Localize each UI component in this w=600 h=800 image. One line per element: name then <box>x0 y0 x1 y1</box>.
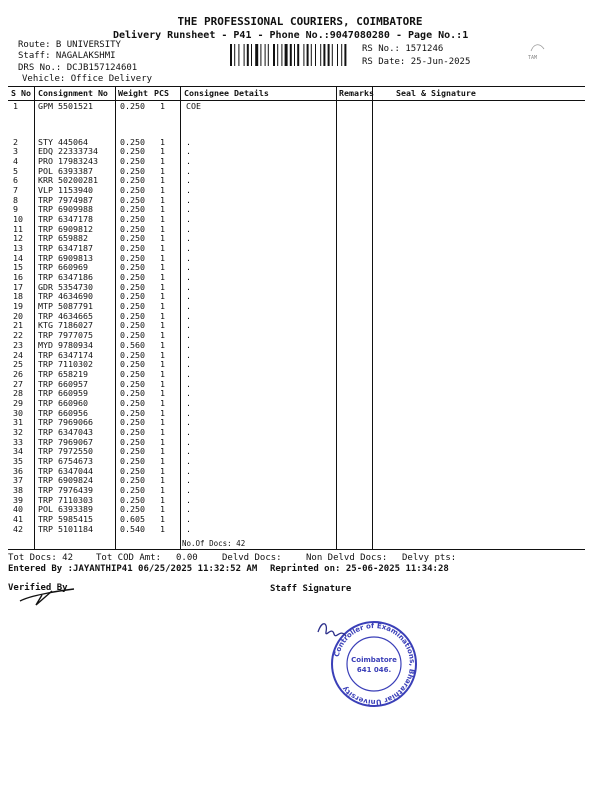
row-sno: 39 <box>13 494 23 505</box>
row-weight: 0.250 <box>120 359 145 370</box>
row-pcs: 1 <box>160 436 165 447</box>
col-header-consignment: Consignment No <box>38 88 108 98</box>
row-pcs: 1 <box>160 272 165 282</box>
row-consignee: . <box>186 233 191 244</box>
reprinted-on: Reprinted on: 25-06-2025 11:34:28 <box>270 564 449 574</box>
row-pcs: 1 <box>160 359 165 370</box>
row-sno: 25 <box>13 359 23 370</box>
row-weight: 0.250 <box>120 101 145 111</box>
row-sno: 34 <box>13 446 23 457</box>
row-weight: 0.250 <box>120 465 145 476</box>
row-sno: 42 <box>13 523 23 534</box>
row-consignee: . <box>186 378 191 389</box>
row-pcs: 1 <box>160 281 165 292</box>
row-weight: 0.250 <box>120 291 145 302</box>
row-weight: 0.540 <box>120 523 145 534</box>
non-delivered-docs: Non Delvd Docs: <box>306 553 388 563</box>
row-weight: 0.250 <box>120 417 145 428</box>
row-sno: 38 <box>13 485 23 495</box>
row-pcs: 1 <box>160 523 165 534</box>
col-header-pcs: PCS <box>154 88 169 98</box>
row-consignment: POL 6393389 <box>38 504 93 515</box>
row-weight: 0.250 <box>120 155 145 166</box>
row-weight: 0.250 <box>120 320 145 331</box>
staff-label: Staff: NAGALAKSHMI <box>18 51 116 61</box>
col-header-seal: Seal & Signature <box>396 88 476 98</box>
row-consignee: . <box>186 301 191 312</box>
row-consignee: . <box>186 339 191 350</box>
row-sno: 37 <box>13 475 23 486</box>
row-sno: 6 <box>13 175 18 186</box>
corner-mark-icon <box>528 40 548 62</box>
row-pcs: 1 <box>160 330 165 341</box>
row-sno: 27 <box>13 378 23 389</box>
row-consignment: TRP 6347187 <box>38 243 93 253</box>
drs-number: DRS No.: DCJB157124601 <box>18 63 138 73</box>
row-consignment: PRO 17983243 <box>38 155 98 166</box>
row-consignee: . <box>186 320 191 331</box>
row-sno: 36 <box>13 465 23 476</box>
row-pcs: 1 <box>160 184 165 195</box>
row-consignee: . <box>186 262 191 273</box>
row-weight: 0.250 <box>120 184 145 195</box>
row-sno: 16 <box>13 272 23 282</box>
row-consignment: TRP 6909813 <box>38 252 93 263</box>
row-consignment: TRP 6347174 <box>38 349 93 360</box>
row-pcs: 1 <box>160 320 165 331</box>
rs-number: RS No.: 1571246 <box>362 44 444 54</box>
row-weight: 0.250 <box>120 146 145 157</box>
row-sno: 29 <box>13 397 23 408</box>
row-sno: 41 <box>13 514 23 524</box>
row-consignment: TRP 4634665 <box>38 310 93 321</box>
row-consignee: . <box>186 475 191 486</box>
row-sno: 2 <box>13 136 18 147</box>
row-consignee: . <box>186 281 191 292</box>
row-pcs: 1 <box>160 310 165 321</box>
row-consignment: TRP 659882 <box>38 233 88 244</box>
row-consignment: TRP 7976439 <box>38 485 93 495</box>
row-consignee: . <box>186 368 191 379</box>
row-sno: 28 <box>13 388 23 399</box>
row-consignee: COE <box>186 101 201 111</box>
row-weight: 0.250 <box>120 388 145 399</box>
row-consignment: TRP 6909824 <box>38 475 93 486</box>
row-consignment: TRP 4634690 <box>38 291 93 302</box>
row-sno: 4 <box>13 155 18 166</box>
row-pcs: 1 <box>160 101 165 111</box>
row-consignee: . <box>186 455 191 466</box>
row-consignment: TRP 6347186 <box>38 272 93 282</box>
row-weight: 0.605 <box>120 514 145 524</box>
row-consignment: TRP 5985415 <box>38 514 93 524</box>
row-pcs: 1 <box>160 213 165 224</box>
row-weight: 0.250 <box>120 475 145 486</box>
row-weight: 0.250 <box>120 368 145 379</box>
row-sno: 35 <box>13 455 23 466</box>
vehicle-label: Vehicle: Office Delivery <box>22 74 153 84</box>
row-pcs: 1 <box>160 194 165 205</box>
no-of-docs: No.Of Docs: 42 <box>182 539 246 548</box>
row-consignee: . <box>186 465 191 476</box>
col-header-sno: S No <box>11 88 31 98</box>
row-weight: 0.250 <box>120 310 145 321</box>
row-consignment: TRP 7977075 <box>38 330 93 341</box>
row-sno: 40 <box>13 504 23 515</box>
row-pcs: 1 <box>160 339 165 350</box>
row-pcs: 1 <box>160 465 165 476</box>
row-consignment: TRP 660959 <box>38 388 88 399</box>
staff-signature-label: Staff Signature <box>270 584 352 594</box>
row-sno: 30 <box>13 407 23 418</box>
delivered-docs: Delvd Docs: <box>222 553 282 563</box>
row-consignee: . <box>186 426 191 437</box>
row-sno: 31 <box>13 417 23 428</box>
row-weight: 0.250 <box>120 281 145 292</box>
row-consignee: . <box>186 213 191 224</box>
col-header-weight: Weight <box>118 88 148 98</box>
row-weight: 0.560 <box>120 339 145 350</box>
row-consignee: . <box>186 184 191 195</box>
row-consignee: . <box>186 514 191 524</box>
row-consignee: . <box>186 407 191 418</box>
row-consignment: STY 445064 <box>38 136 88 147</box>
row-sno: 18 <box>13 291 23 302</box>
row-sno: 17 <box>13 281 23 292</box>
row-consignment: VLP 1153940 <box>38 184 93 195</box>
row-weight: 0.250 <box>120 262 145 273</box>
row-sno: 14 <box>13 252 23 263</box>
row-consignment: TRP 7969067 <box>38 436 93 447</box>
row-weight: 0.250 <box>120 272 145 282</box>
row-consignee: . <box>186 494 191 505</box>
total-cod-label: Tot COD Amt: <box>96 553 162 563</box>
total-docs: Tot Docs: 42 <box>8 553 74 563</box>
total-cod-value: 0.00 <box>176 553 198 563</box>
verified-by-label: Verified By <box>8 583 68 593</box>
row-consignee: . <box>186 204 191 215</box>
row-weight: 0.250 <box>120 378 145 389</box>
row-pcs: 1 <box>160 485 165 495</box>
row-consignee: . <box>186 165 191 176</box>
row-weight: 0.250 <box>120 397 145 408</box>
row-consignment: KTG 7186027 <box>38 320 93 331</box>
col-header-remarks: Remarks <box>339 88 374 98</box>
row-weight: 0.250 <box>120 252 145 263</box>
row-consignment: TRP 6347044 <box>38 465 93 476</box>
corner-mark-text: TAM <box>528 55 538 61</box>
row-pcs: 1 <box>160 368 165 379</box>
row-sno: 23 <box>13 339 23 350</box>
row-weight: 0.250 <box>120 194 145 205</box>
col-header-details: Consignee Details <box>184 88 269 98</box>
row-sno: 21 <box>13 320 23 331</box>
row-sno: 15 <box>13 262 23 273</box>
row-consignment: TRP 6347178 <box>38 213 93 224</box>
row-consignment: TRP 660969 <box>38 262 88 273</box>
row-weight: 0.250 <box>120 485 145 495</box>
row-consignee: . <box>186 175 191 186</box>
row-weight: 0.250 <box>120 204 145 215</box>
delivery-points: Delvy pts: <box>402 553 457 563</box>
row-pcs: 1 <box>160 262 165 273</box>
row-consignment: TRP 7969066 <box>38 417 93 428</box>
row-sno: 33 <box>13 436 23 447</box>
row-consignment: TRP 7110302 <box>38 359 93 370</box>
row-sno: 5 <box>13 165 18 176</box>
row-pcs: 1 <box>160 504 165 515</box>
row-consignment: MTP 5087791 <box>38 301 93 312</box>
row-consignee: . <box>186 446 191 457</box>
row-weight: 0.250 <box>120 136 145 147</box>
row-pcs: 1 <box>160 417 165 428</box>
row-pcs: 1 <box>160 494 165 505</box>
row-consignment: EDQ 22333734 <box>38 146 98 157</box>
row-sno: 10 <box>13 213 23 224</box>
row-weight: 0.250 <box>120 455 145 466</box>
row-consignment: TRP 660957 <box>38 378 88 389</box>
row-consignment: GDR 5354730 <box>38 281 93 292</box>
row-consignee: . <box>186 359 191 370</box>
university-stamp <box>312 612 428 708</box>
row-sno: 11 <box>13 223 23 234</box>
row-pcs: 1 <box>160 426 165 437</box>
row-pcs: 1 <box>160 455 165 466</box>
row-pcs: 1 <box>160 301 165 312</box>
row-sno: 24 <box>13 349 23 360</box>
row-consignee: . <box>186 330 191 341</box>
row-consignment: TRP 7974987 <box>38 194 93 205</box>
row-consignee: . <box>186 504 191 515</box>
row-consignee: . <box>186 136 191 147</box>
row-consignment: POL 6393387 <box>38 165 93 176</box>
row-consignee: . <box>186 388 191 399</box>
row-consignment: TRP 6909812 <box>38 223 93 234</box>
row-weight: 0.250 <box>120 233 145 244</box>
row-weight: 0.250 <box>120 504 145 515</box>
row-consignment: TRP 658219 <box>38 368 88 379</box>
row-sno: 12 <box>13 233 23 244</box>
row-sno: 3 <box>13 146 18 157</box>
row-weight: 0.250 <box>120 213 145 224</box>
row-pcs: 1 <box>160 397 165 408</box>
row-weight: 0.250 <box>120 446 145 457</box>
row-pcs: 1 <box>160 136 165 147</box>
company-name: THE PROFESSIONAL COURIERS, COIMBATORE <box>177 15 423 28</box>
row-sno: 9 <box>13 204 18 215</box>
row-sno: 8 <box>13 194 18 205</box>
row-consignment: TRP 6347043 <box>38 426 93 437</box>
row-pcs: 1 <box>160 146 165 157</box>
row-consignee: . <box>186 155 191 166</box>
row-consignee: . <box>186 291 191 302</box>
row-weight: 0.250 <box>120 330 145 341</box>
row-weight: 0.250 <box>120 494 145 505</box>
row-pcs: 1 <box>160 204 165 215</box>
row-pcs: 1 <box>160 349 165 360</box>
row-consignment: TRP 6909988 <box>38 204 93 215</box>
row-weight: 0.250 <box>120 426 145 437</box>
row-sno: 20 <box>13 310 23 321</box>
barcode-icon <box>230 44 356 66</box>
row-weight: 0.250 <box>120 243 145 253</box>
runsheet-subtitle: Delivery Runsheet - P41 - Phone No.:9047080280 - Page No.:1 <box>113 30 469 41</box>
row-weight: 0.250 <box>120 436 145 447</box>
row-consignee: . <box>186 194 191 205</box>
rs-date: RS Date: 25-Jun-2025 <box>362 57 471 67</box>
row-pcs: 1 <box>160 233 165 244</box>
row-consignee: . <box>186 272 191 282</box>
route-label: Route: B UNIVERSITY <box>18 40 121 50</box>
row-consignment: TRP 660960 <box>38 397 88 408</box>
row-consignee: . <box>186 397 191 408</box>
row-weight: 0.250 <box>120 407 145 418</box>
row-consignment: TRP 5101184 <box>38 523 93 534</box>
row-sno: 19 <box>13 301 23 312</box>
row-pcs: 1 <box>160 407 165 418</box>
row-consignee: . <box>186 349 191 360</box>
stamp-ring-text: Controller of Examinations, Bharathiar University <box>332 621 417 707</box>
row-pcs: 1 <box>160 165 165 176</box>
row-consignment: TRP 660956 <box>38 407 88 418</box>
row-sno: 32 <box>13 426 23 437</box>
stamp-pincode: 641 046. <box>356 666 392 674</box>
row-pcs: 1 <box>160 388 165 399</box>
row-consignee: . <box>186 252 191 263</box>
row-sno: 7 <box>13 184 18 195</box>
row-consignee: . <box>186 485 191 495</box>
row-sno: 26 <box>13 368 23 379</box>
row-consignment: GPM 5501521 <box>38 101 93 111</box>
row-pcs: 1 <box>160 175 165 186</box>
row-consignee: . <box>186 417 191 428</box>
row-consignee: . <box>186 243 191 253</box>
row-weight: 0.250 <box>120 349 145 360</box>
row-weight: 0.250 <box>120 301 145 312</box>
row-consignment: KRR 50200281 <box>38 175 98 186</box>
row-pcs: 1 <box>160 155 165 166</box>
row-consignment: TRP 6754673 <box>38 455 93 466</box>
row-pcs: 1 <box>160 223 165 234</box>
row-pcs: 1 <box>160 243 165 253</box>
row-sno: 13 <box>13 243 23 253</box>
row-pcs: 1 <box>160 514 165 524</box>
row-consignment: MYD 9780934 <box>38 339 93 350</box>
row-consignment: TRP 7972550 <box>38 446 93 457</box>
row-consignee: . <box>186 436 191 447</box>
row-consignee: . <box>186 523 191 534</box>
row-sno: 22 <box>13 330 23 341</box>
row-weight: 0.250 <box>120 165 145 176</box>
row-weight: 0.250 <box>120 223 145 234</box>
row-pcs: 1 <box>160 252 165 263</box>
row-consignment: TRP 7110303 <box>38 494 93 505</box>
row-consignee: . <box>186 310 191 321</box>
row-consignee: . <box>186 146 191 157</box>
verified-signature-icon <box>18 585 78 607</box>
row-weight: 0.250 <box>120 175 145 186</box>
row-pcs: 1 <box>160 378 165 389</box>
row-pcs: 1 <box>160 446 165 457</box>
row-pcs: 1 <box>160 291 165 302</box>
row-pcs: 1 <box>160 475 165 486</box>
row-sno: 1 <box>13 101 18 111</box>
stamp-city: Coimbatore <box>351 656 397 664</box>
entered-by: Entered By :JAYANTHIP41 06/25/2025 11:32:52 AM <box>8 564 258 574</box>
row-consignee: . <box>186 223 191 234</box>
